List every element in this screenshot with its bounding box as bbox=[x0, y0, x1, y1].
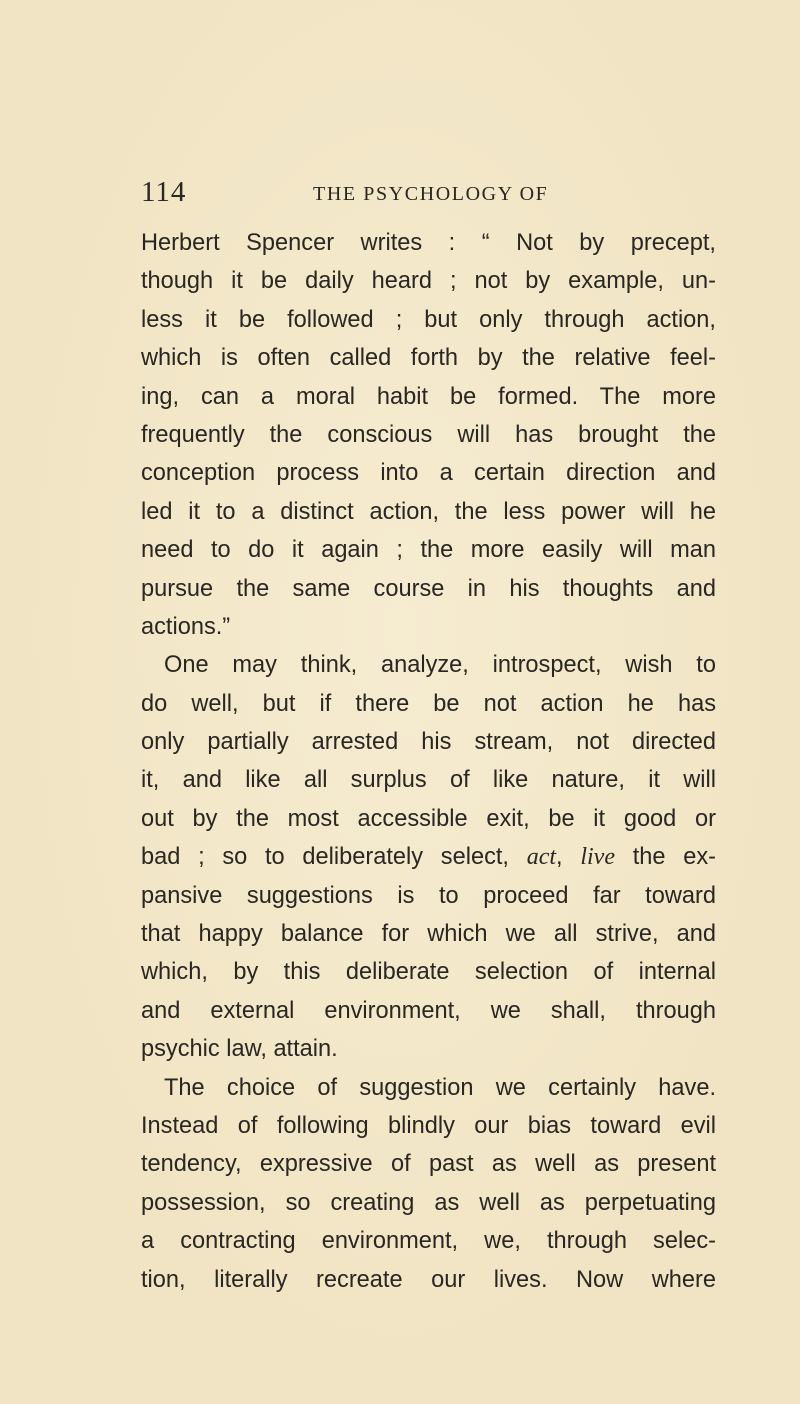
text-line: which is often called forth by the relative feel- bbox=[141, 345, 716, 372]
page-number: 114 bbox=[141, 176, 187, 208]
text-line: only partially arrested his stream, not directed bbox=[141, 729, 716, 756]
text-line: actions.” bbox=[141, 613, 231, 640]
paragraph-first-line: One may think, analyze, introspect, wish to bbox=[164, 652, 716, 679]
text-line: pansive suggestions is to proceed far toward bbox=[141, 882, 716, 909]
text-line: tendency, expressive of past as well as present bbox=[141, 1151, 716, 1178]
paragraph-first-line: The choice of suggestion we certainly have. bbox=[164, 1074, 716, 1101]
text-line: conception process into a certain direction and bbox=[141, 460, 716, 487]
text-line: a contracting environment, we, through selec- bbox=[141, 1228, 716, 1255]
running-title: THE PSYCHOLOGY OF bbox=[313, 183, 549, 205]
text-line: ing, can a moral habit be formed. The more bbox=[141, 383, 716, 410]
text-line: though it be daily heard ; not by example, un- bbox=[141, 268, 716, 295]
text-line: out by the most accessible exit, be it good or bbox=[141, 805, 716, 832]
text-line: pursue the same course in his thoughts and bbox=[141, 575, 716, 602]
text-line: it, and like all surplus of like nature, it will bbox=[141, 767, 716, 794]
text-line: need to do it again ; the more easily will man bbox=[141, 537, 716, 564]
line-tail: the ex- bbox=[614, 844, 717, 871]
text-line: do well, but if there be not action he has bbox=[141, 690, 716, 717]
text-line: that happy balance for which we all strive, and bbox=[141, 921, 716, 948]
text-line: tion, literally recreate our lives. Now where bbox=[141, 1266, 716, 1293]
line-lead: bad ; so to deliberately select, bbox=[141, 844, 509, 871]
text-line: Instead of following blindly our bias toward evil bbox=[141, 1112, 716, 1139]
text-line-with-emphasis bbox=[141, 838, 716, 876]
text-line: frequently the conscious will has brought the bbox=[141, 421, 716, 448]
text-line: and external environment, we shall, through bbox=[141, 997, 716, 1024]
body-text bbox=[141, 224, 716, 1299]
text-line: psychic law, attain. bbox=[141, 1036, 338, 1063]
running-head bbox=[141, 174, 701, 210]
emphasis-live: live bbox=[580, 844, 615, 871]
text-line: Herbert Spencer writes : “ Not by precept, bbox=[141, 230, 716, 256]
text-line: led it to a distinct action, the less power will he bbox=[141, 498, 716, 525]
emphasis-act: act bbox=[526, 844, 557, 871]
emphasis-comma: , bbox=[556, 844, 563, 871]
text-line: less it be followed ; but only through action, bbox=[141, 306, 716, 333]
text-line: possession, so creating as well as perpetuating bbox=[141, 1189, 716, 1216]
text-line: which, by this deliberate selection of internal bbox=[141, 959, 716, 986]
